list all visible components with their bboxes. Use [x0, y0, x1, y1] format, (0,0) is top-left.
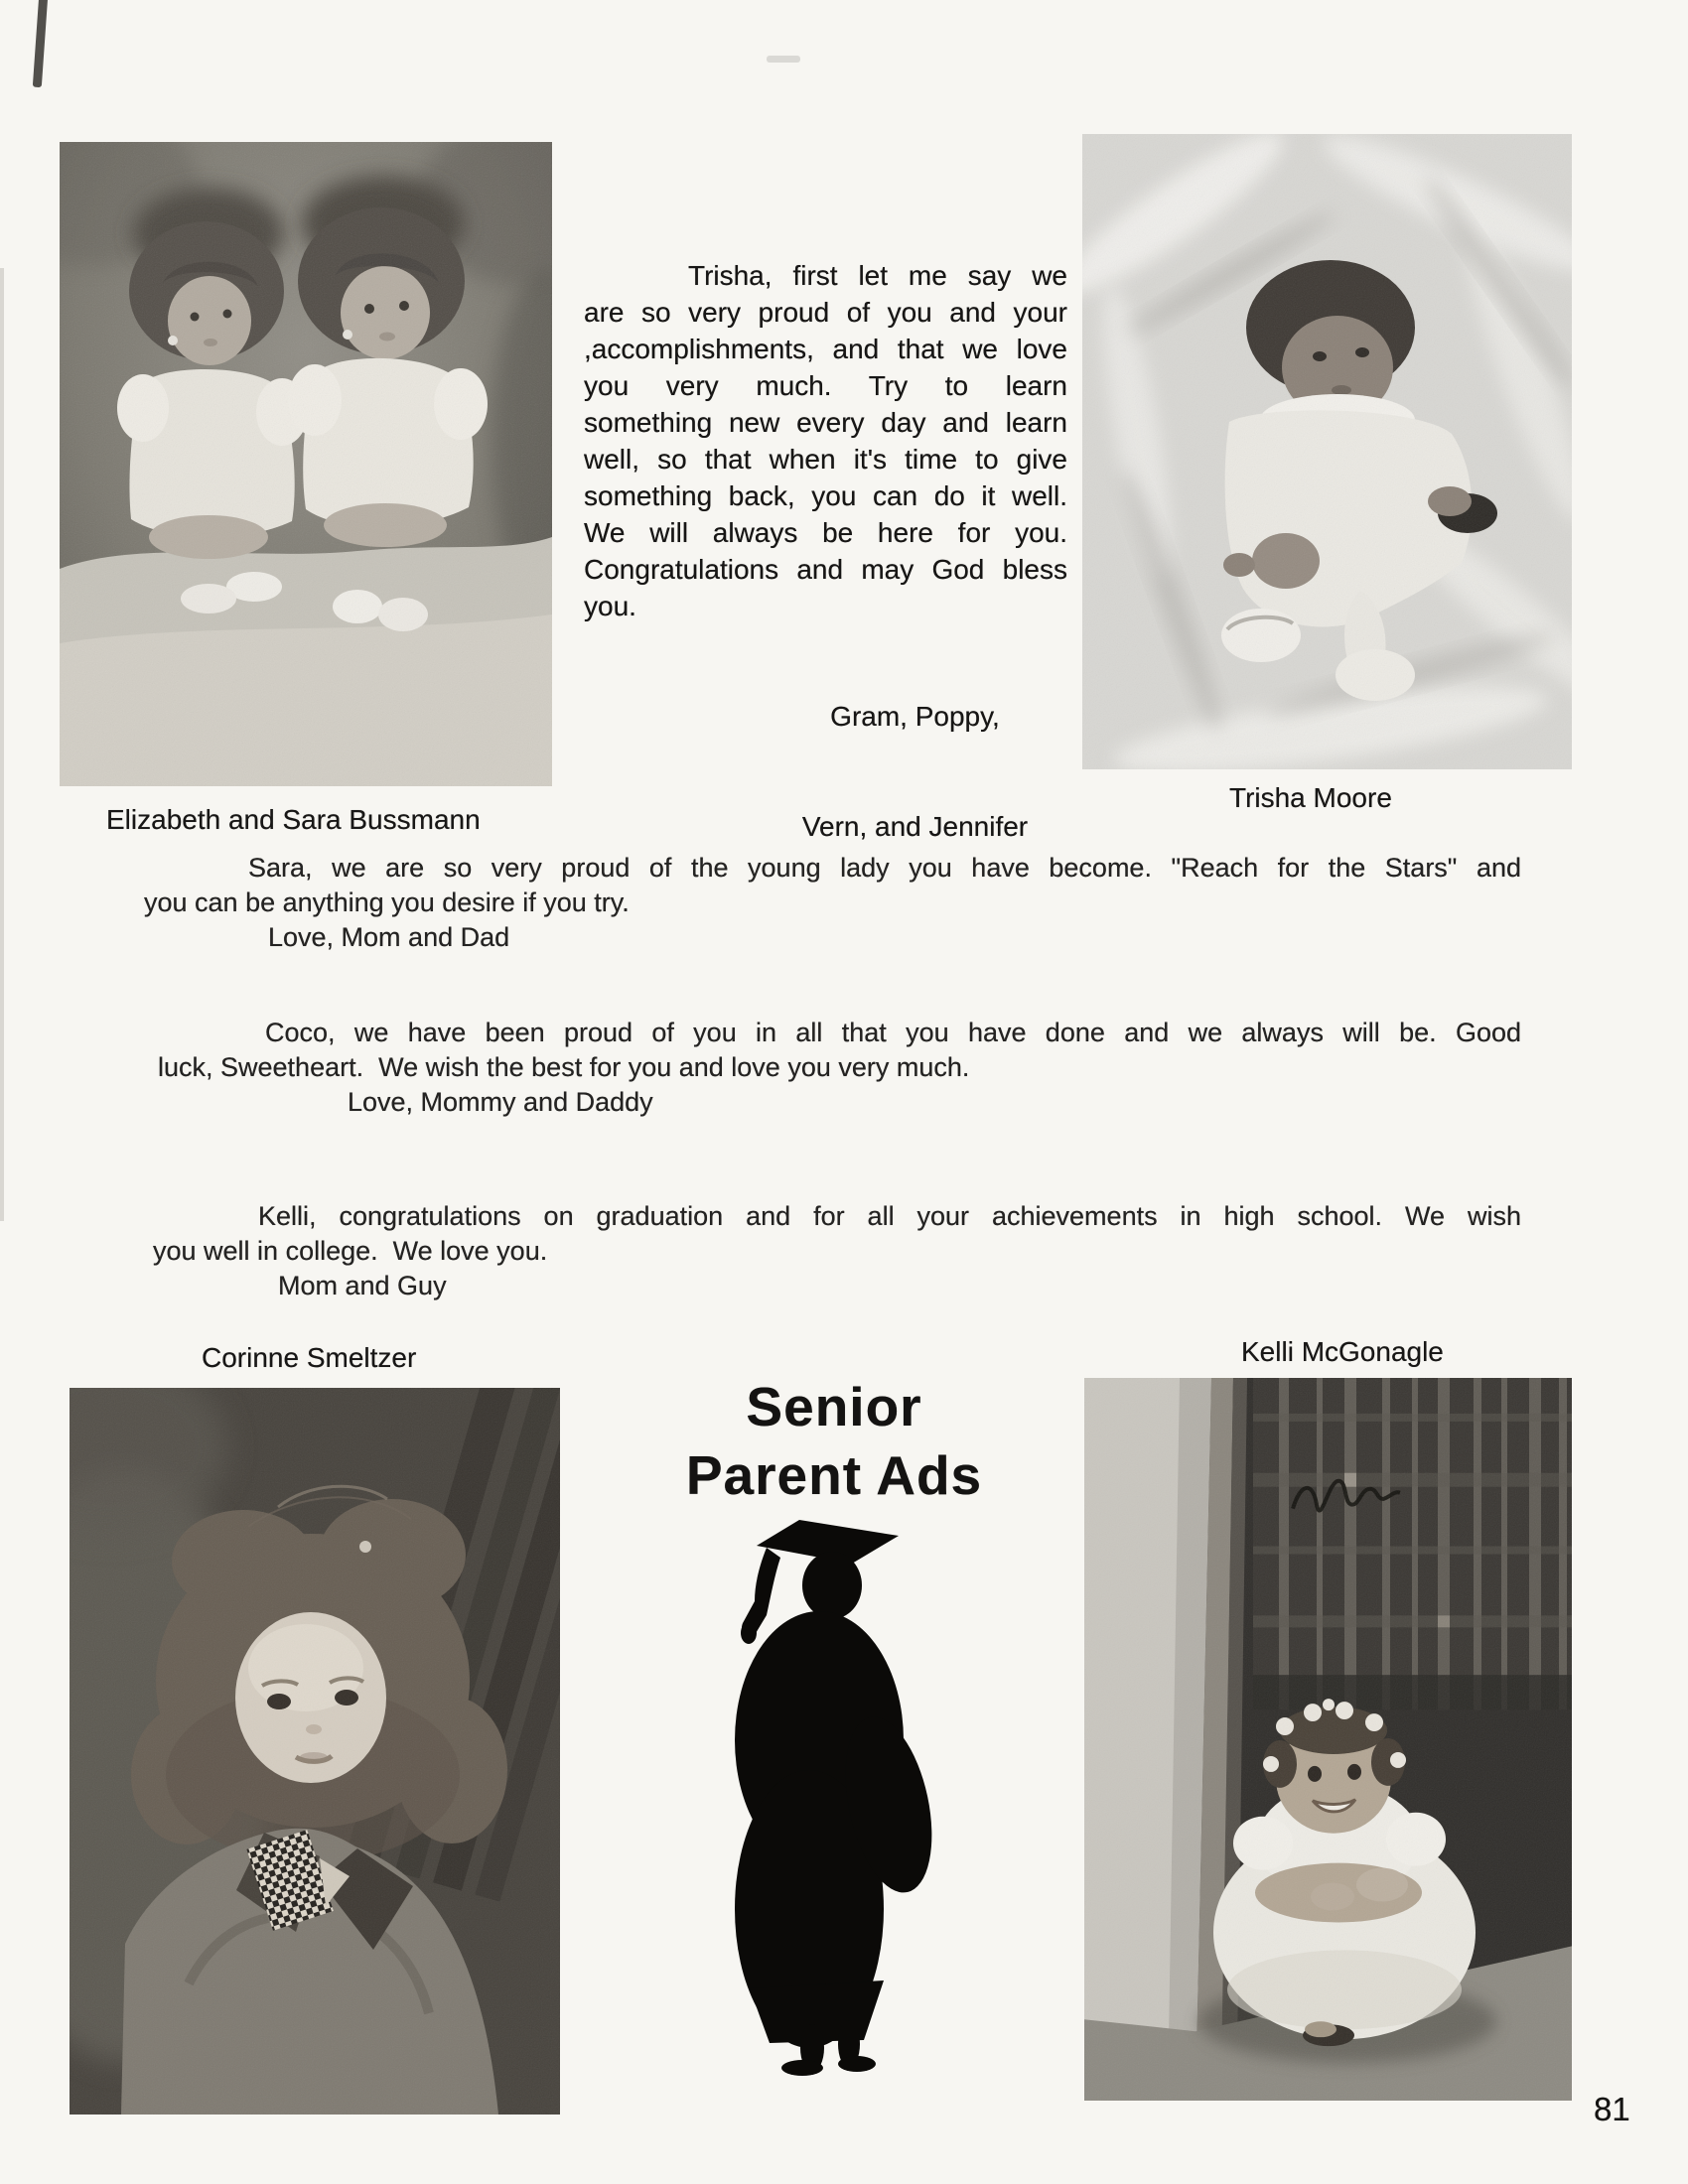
ad-coco-signature: Love, Mommy and Daddy [348, 1087, 653, 1117]
caption-bussmann: Elizabeth and Sara Bussmann [106, 804, 481, 835]
scan-artifact-smudge [767, 56, 800, 63]
ad-sara-line2: you can be anything you desire if you try. [144, 887, 630, 917]
scan-artifact-top-left [33, 0, 48, 87]
trisha-ad-line: you. [584, 591, 636, 621]
photo-corinne-smeltzer [70, 1388, 560, 2115]
trisha-ad-line: We will always be here for you. [584, 517, 1067, 548]
mcgonagle-photo-image [1084, 1378, 1572, 2101]
smeltzer-photo-image [70, 1388, 560, 2115]
trisha-ad-signature-line2: Vern, and Jennifer [801, 811, 1029, 842]
scan-artifact-left-edge [0, 268, 4, 1221]
trisha-ad-text [584, 257, 1067, 918]
caption-moore: Trisha Moore [1229, 782, 1392, 813]
heading-line2: Parent Ads [685, 1444, 983, 1506]
ad-sara-signature: Love, Mom and Dad [268, 922, 510, 952]
bussmann-photo-image [60, 142, 552, 786]
ad-kelli-line1: Kelli, congratulations on graduation and for all your achievements in high school. We wish [258, 1201, 1521, 1231]
graduate-silhouette-icon [695, 1512, 943, 2088]
caption-smeltzer: Corinne Smeltzer [202, 1342, 417, 1373]
trisha-ad-line: well, so that when it's time to give [584, 444, 1067, 475]
ad-kelli [109, 1199, 1521, 1303]
trisha-ad-line: something back, you can do it well. [584, 480, 1067, 511]
trisha-ad-line: ,accomplishments, and that we love [584, 334, 1067, 364]
trisha-ad-line: you very much. Try to learn [584, 370, 1067, 401]
section-heading [586, 1373, 1082, 1510]
ad-coco [109, 1016, 1521, 1120]
photo-kelli-mcgonagle [1084, 1378, 1572, 2101]
photo-trisha-moore [1082, 134, 1572, 769]
caption-mcgonagle: Kelli McGonagle [1241, 1336, 1444, 1367]
ad-kelli-signature: Mom and Guy [278, 1271, 447, 1300]
ad-sara-line1: Sara, we are so very proud of the young lady you have become. "Reach for the Stars" and [248, 853, 1521, 883]
trisha-ad-line: something new every day and learn [584, 407, 1067, 438]
trisha-ad-line: Congratulations and may God bless [584, 554, 1067, 585]
heading-line1: Senior [746, 1376, 922, 1437]
ad-coco-line1: Coco, we have been proud of you in all that you have done and we always will be. Good [265, 1018, 1521, 1047]
trisha-ad-signature-line1: Gram, Poppy, [830, 701, 1000, 732]
page-number: 81 [1594, 2091, 1630, 2127]
ad-coco-line2: luck, Sweetheart. We wish the best for you and love you very much. [158, 1052, 970, 1082]
trisha-ad-line: are so very proud of you and your [584, 297, 1067, 328]
trisha-ad-line: Trisha, first let me say we [688, 260, 1067, 291]
moore-photo-image [1082, 134, 1572, 769]
photo-bussmann-twins [60, 142, 552, 786]
graduate-cap-gown-icon [695, 1512, 943, 2088]
ad-kelli-line2: you well in college. We love you. [153, 1236, 548, 1266]
ad-sara [109, 851, 1521, 955]
